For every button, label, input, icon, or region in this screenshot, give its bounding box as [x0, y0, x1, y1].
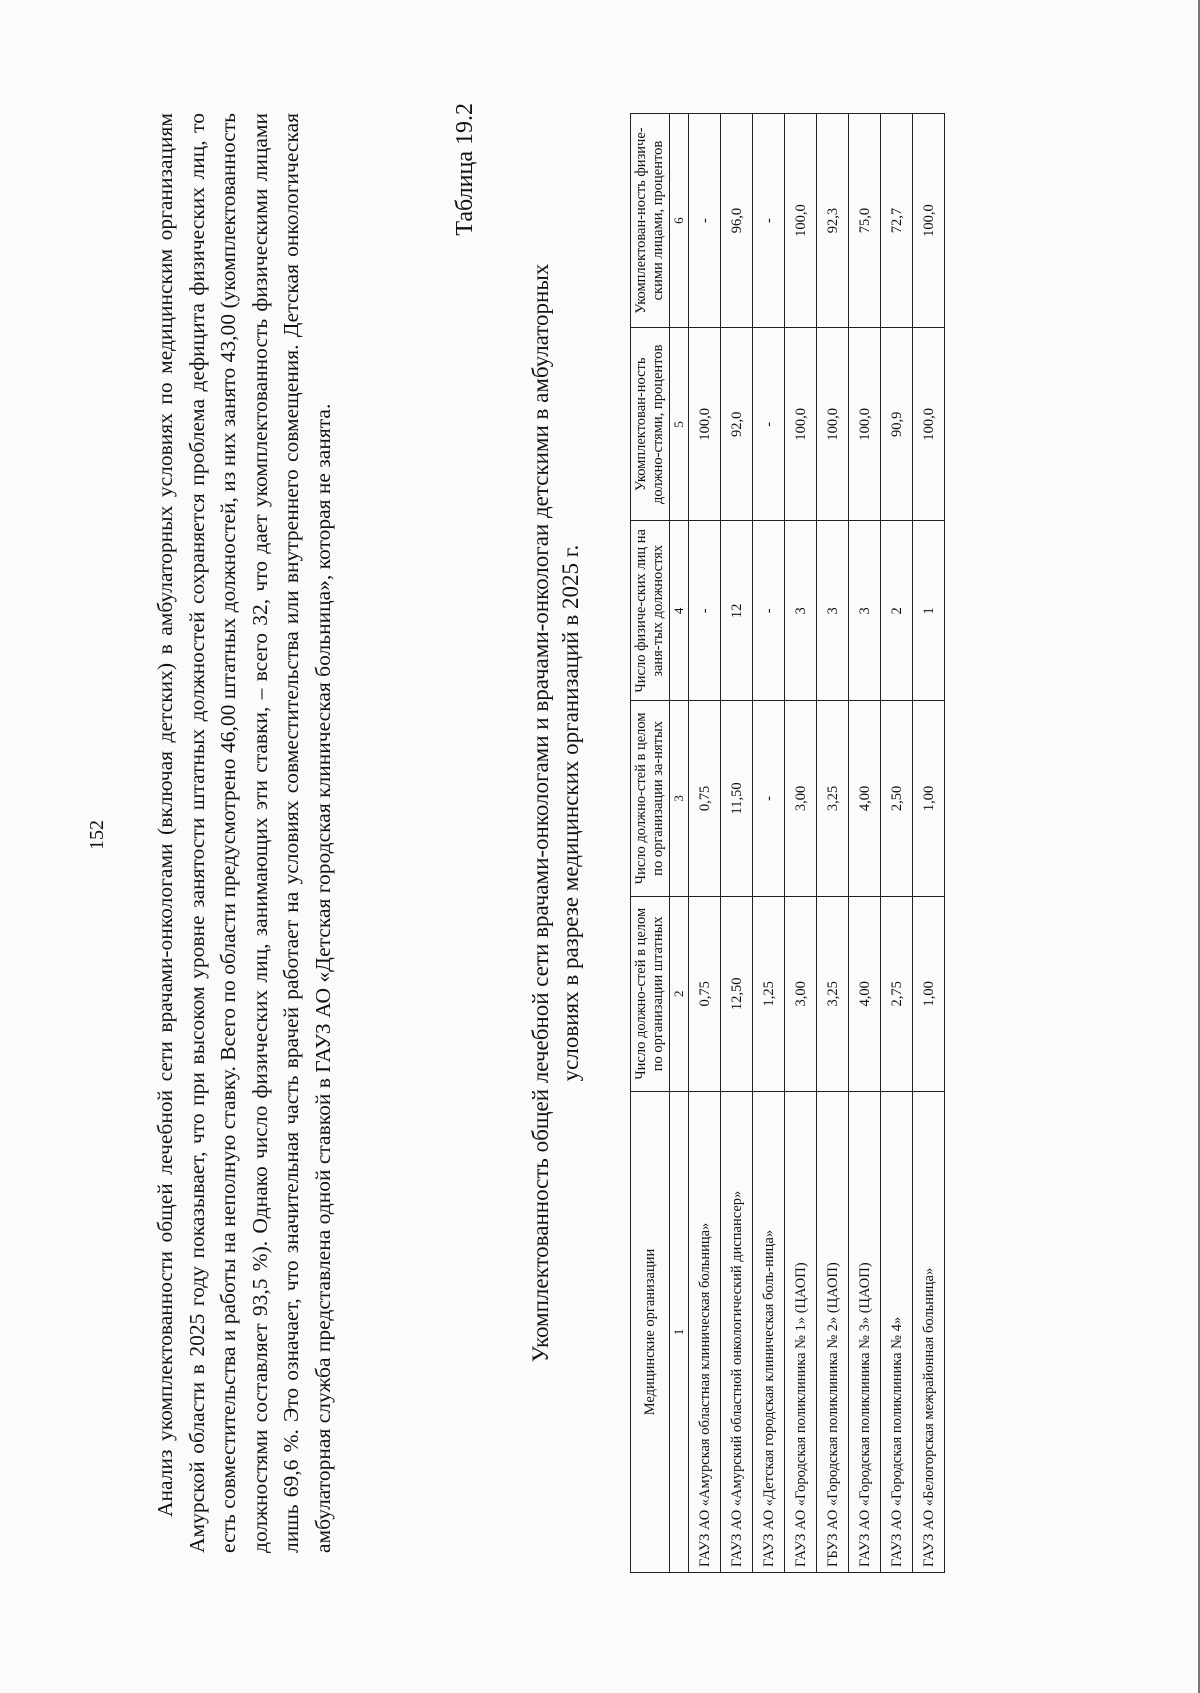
organization-name: ГАУЗ АО «Городская поликлиника № 1» (ЦАОП)	[785, 1092, 817, 1573]
staff-positions: 3,25	[817, 896, 849, 1091]
occupied-positions: 11,50	[721, 701, 753, 896]
position-staffing-pct: -	[753, 328, 785, 521]
table-row	[913, 114, 945, 1573]
organization-name: ГАУЗ АО «Амурская областная клиническая больница»	[689, 1092, 721, 1573]
physical-persons: -	[689, 521, 721, 701]
person-staffing-pct: 72,7	[881, 114, 913, 328]
occupied-positions: 0,75	[689, 701, 721, 896]
occupied-positions: 2,50	[881, 701, 913, 896]
header-person-staffing-pct: Укомплектован-ность физиче-скими лицами, процентов	[631, 114, 670, 328]
staff-positions: 2,75	[881, 896, 913, 1091]
position-staffing-pct: 90,9	[881, 328, 913, 521]
table-title: Укомплектованность общей лечебной сети врачами-онкологами и врачами-онкологаи детскими в амбулаторных условиях в разрезе медицинских организаций в 2025 г.	[528, 263, 583, 1363]
occupied-positions: -	[753, 701, 785, 896]
column-number: 1	[670, 1092, 689, 1573]
organization-name: ГАУЗ АО «Городская поликлиника № 3» (ЦАОП)	[849, 1092, 881, 1573]
organization-name: ГБУЗ АО «Городская поликлиника № 2» (ЦАОП)	[817, 1092, 849, 1573]
staff-positions: 4,00	[849, 896, 881, 1091]
physical-persons: 3	[817, 521, 849, 701]
position-staffing-pct: 100,0	[689, 328, 721, 521]
column-number: 6	[670, 114, 689, 328]
occupied-positions: 1,00	[913, 701, 945, 896]
physical-persons: 3	[785, 521, 817, 701]
staff-positions: 1,25	[753, 896, 785, 1091]
position-staffing-pct: 100,0	[785, 328, 817, 521]
occupied-positions: 4,00	[849, 701, 881, 896]
organization-name: ГАУЗ АО «Амурский областной онкологический диспансер»	[721, 1092, 753, 1573]
physical-persons: 3	[849, 521, 881, 701]
table-row	[817, 114, 849, 1573]
position-staffing-pct: 92,0	[721, 328, 753, 521]
header-physical-persons: Число физиче-ских лиц на заня-тых должностях	[631, 521, 670, 701]
occupied-positions: 3,25	[817, 701, 849, 896]
table-row	[753, 114, 785, 1573]
column-number: 4	[670, 521, 689, 701]
body-paragraph: Анализ укомплектованности общей лечебной сети врачами-онкологами (включая детских) в амбулаторных условиях по медицинским организациям Амурской области в 2025 году показывает, что при высоком уровне занятости штатных должностей сохраняется проблема дефицита физических лиц, то есть совместительства и работы на неполную ставку. Всего по области предусмотрено 46,00 штатных должностей, из них занято 43,00 (укомплектованность должностями составляет 93,5 %). Однако число физических лиц, занимающих эти ставки, – всего 32, что дает укомплектованность физическими лицами лишь 69,6 %. Это означает, что значительная часть врачей работает на условиях совместительства или внутреннего совмещения. Детская онкологическая амбулаторная служба представлена одной ставкой в ГАУЗ АО «Детская городская клиническая больница», которая не занята.	[153, 113, 335, 1553]
table-row	[881, 114, 913, 1573]
table-header-row	[631, 114, 670, 1573]
physical-persons: 1	[913, 521, 945, 701]
table-row	[849, 114, 881, 1573]
staff-positions: 0,75	[689, 896, 721, 1091]
person-staffing-pct: -	[753, 114, 785, 328]
staffing-table	[630, 113, 945, 1573]
person-staffing-pct: 92,3	[817, 114, 849, 328]
person-staffing-pct: 96,0	[721, 114, 753, 328]
staff-positions: 1,00	[913, 896, 945, 1091]
column-number-row	[670, 114, 689, 1573]
organization-name: ГАУЗ АО «Детская городская клиническая боль-ница»	[753, 1092, 785, 1573]
header-occupied-positions: Число должно-стей в целом по организации за-нятых	[631, 701, 670, 896]
physical-persons: 12	[721, 521, 753, 701]
position-staffing-pct: 100,0	[849, 328, 881, 521]
position-staffing-pct: 100,0	[817, 328, 849, 521]
organization-name: ГАУЗ АО «Белогорская межрайонная больница»	[913, 1092, 945, 1573]
staff-positions: 3,00	[785, 896, 817, 1091]
header-organizations: Медицинские организации	[631, 1092, 670, 1573]
person-staffing-pct: -	[689, 114, 721, 328]
table-number: Таблица 19.2	[452, 103, 478, 236]
page-number: 152	[86, 820, 108, 850]
person-staffing-pct: 100,0	[913, 114, 945, 328]
table-row	[721, 114, 753, 1573]
organization-name: ГАУЗ АО «Городская поликлиника № 4»	[881, 1092, 913, 1573]
column-number: 2	[670, 896, 689, 1091]
column-number: 5	[670, 328, 689, 521]
header-position-staffing-pct: Укомплектован-ность должно-стями, процентов	[631, 328, 670, 521]
physical-persons: 2	[881, 521, 913, 701]
table-row	[689, 114, 721, 1573]
person-staffing-pct: 75,0	[849, 114, 881, 328]
position-staffing-pct: 100,0	[913, 328, 945, 521]
header-staff-positions: Число должно-стей в целом по организации штатных	[631, 896, 670, 1091]
person-staffing-pct: 100,0	[785, 114, 817, 328]
staff-positions: 12,50	[721, 896, 753, 1091]
physical-persons: -	[753, 521, 785, 701]
occupied-positions: 3,00	[785, 701, 817, 896]
column-number: 3	[670, 701, 689, 896]
table-row	[785, 114, 817, 1573]
